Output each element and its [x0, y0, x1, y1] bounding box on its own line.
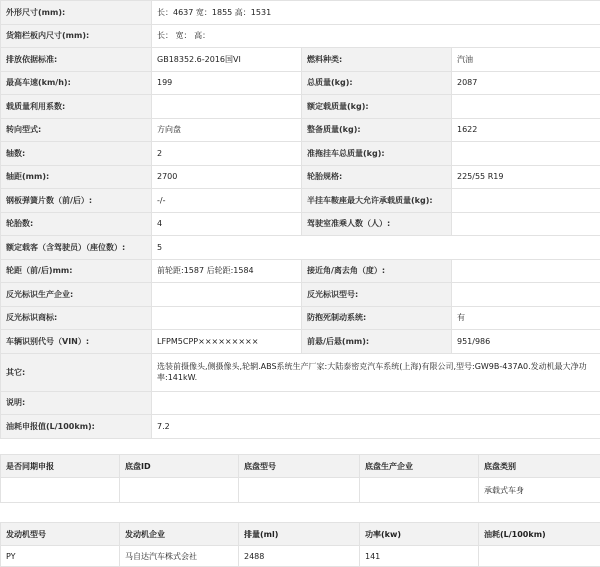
spec-value: 4 — [152, 212, 302, 236]
engine-value-cell: 141 — [360, 546, 479, 567]
spec-row — [1, 165, 600, 189]
spec-row — [1, 415, 600, 439]
spec-row — [1, 236, 600, 260]
chassis-table — [0, 454, 600, 503]
spec-value: 长：4637 宽：1855 高：1531 — [152, 1, 600, 25]
chassis-header-cell: 底盘生产企业 — [360, 455, 479, 478]
spec-label: 防抱死制动系统: — [302, 306, 452, 330]
spec-label: 半挂车鞍座最大允许承载质量(kg): — [302, 189, 452, 213]
spec-value — [452, 142, 600, 166]
engine-table — [0, 522, 600, 567]
chassis-header-cell: 底盘ID — [120, 455, 239, 478]
engine-header-cell: 排量(ml) — [239, 523, 360, 546]
spec-label: 钢板弹簧片数（前/后）: — [1, 189, 152, 213]
spec-row — [1, 391, 600, 415]
spec-label: 其它: — [1, 353, 152, 391]
spec-label: 总质量(kg): — [302, 71, 452, 95]
spec-row — [1, 353, 600, 391]
spec-value — [152, 283, 302, 307]
spec-row — [1, 118, 600, 142]
spec-label: 反光标识生产企业: — [1, 283, 152, 307]
spec-value: 选装前摄像头,侧摄像头,轮辋.ABS系统生产厂家:大陆泰密克汽车系统(上海)有限公司,型号:GW9B-437A0.发动机最大净功率:141kW. — [152, 353, 600, 391]
spec-label: 反光标识型号: — [302, 283, 452, 307]
spec-value: 有 — [452, 306, 600, 330]
spec-row — [1, 71, 600, 95]
spec-row — [1, 212, 600, 236]
spec-label: 额定载客（含驾驶员）（座位数）: — [1, 236, 152, 260]
spec-value — [452, 189, 600, 213]
chassis-header-cell: 是否同期申报 — [1, 455, 120, 478]
spec-value: 951/986 — [452, 330, 600, 354]
spec-row — [1, 283, 600, 307]
chassis-value-cell — [120, 478, 239, 503]
spec-value: GB18352.6-2016国VI — [152, 48, 302, 72]
spec-label: 轮胎数: — [1, 212, 152, 236]
spec-label: 接近角/离去角（度）: — [302, 259, 452, 283]
spec-label: 反光标识商标: — [1, 306, 152, 330]
spec-label: 准拖挂车总质量(kg): — [302, 142, 452, 166]
chassis-value-cell — [360, 478, 479, 503]
engine-value-cell: 马自达汽车株式会社 — [120, 546, 239, 567]
spec-row — [1, 306, 600, 330]
spec-label: 前悬/后悬(mm): — [302, 330, 452, 354]
spec-value — [452, 283, 600, 307]
chassis-value-cell — [1, 478, 120, 503]
spec-label: 燃料种类: — [302, 48, 452, 72]
spec-label: 排放依据标准: — [1, 48, 152, 72]
spec-value — [452, 212, 600, 236]
spec-value: 225/55 R19 — [452, 165, 600, 189]
chassis-value-row — [1, 478, 600, 503]
chassis-value-cell: 承载式车身 — [479, 478, 600, 503]
spec-row — [1, 24, 600, 48]
spec-label: 最高车速(km/h): — [1, 71, 152, 95]
spec-row — [1, 189, 600, 213]
spec-value: LFPM5CPP××××××××× — [152, 330, 302, 354]
chassis-header-row — [1, 455, 600, 478]
spec-row — [1, 142, 600, 166]
spec-label: 载质量利用系数: — [1, 95, 152, 119]
spec-value: -/- — [152, 189, 302, 213]
spec-label: 轮距（前/后)mm: — [1, 259, 152, 283]
spec-row — [1, 95, 600, 119]
spec-label: 驾驶室准乘人数（人）: — [302, 212, 452, 236]
engine-header-cell: 发动机型号 — [1, 523, 120, 546]
spec-value: 7.2 — [152, 415, 600, 439]
spec-label: 轴距(mm): — [1, 165, 152, 189]
spec-value: 2087 — [452, 71, 600, 95]
engine-header-row — [1, 523, 600, 546]
spec-value — [452, 95, 600, 119]
spec-value: 长： 宽： 高： — [152, 24, 600, 48]
spec-value: 汽油 — [452, 48, 600, 72]
spec-value — [152, 391, 600, 415]
spec-label: 额定载质量(kg): — [302, 95, 452, 119]
chassis-value-cell — [239, 478, 360, 503]
engine-value-cell — [479, 546, 600, 567]
spec-value: 前轮距:1587 后轮距:1584 — [152, 259, 302, 283]
spec-label: 说明: — [1, 391, 152, 415]
spec-value: 5 — [152, 236, 600, 260]
spec-value: 2700 — [152, 165, 302, 189]
spec-label: 外形尺寸(mm): — [1, 1, 152, 25]
spec-row — [1, 48, 600, 72]
spec-value: 1622 — [452, 118, 600, 142]
spec-label: 货箱栏板内尺寸(mm): — [1, 24, 152, 48]
spec-value — [452, 259, 600, 283]
engine-header-cell: 功率(kw) — [360, 523, 479, 546]
engine-header-cell: 发动机企业 — [120, 523, 239, 546]
spec-value: 2 — [152, 142, 302, 166]
spec-label: 整备质量(kg): — [302, 118, 452, 142]
engine-value-cell: PY — [1, 546, 120, 567]
engine-header-cell: 油耗(L/100km) — [479, 523, 600, 546]
spec-label: 车辆识别代号（VIN）: — [1, 330, 152, 354]
spec-value — [152, 306, 302, 330]
spec-label: 转向型式: — [1, 118, 152, 142]
chassis-header-cell: 底盘型号 — [239, 455, 360, 478]
spec-label: 轴数: — [1, 142, 152, 166]
spec-value: 199 — [152, 71, 302, 95]
engine-value-cell: 2488 — [239, 546, 360, 567]
spec-label: 轮胎规格: — [302, 165, 452, 189]
spec-row — [1, 330, 600, 354]
chassis-header-cell: 底盘类别 — [479, 455, 600, 478]
spec-value — [152, 95, 302, 119]
spec-row — [1, 259, 600, 283]
spec-row — [1, 1, 600, 25]
engine-value-row — [1, 546, 600, 567]
spec-label: 油耗申报值(L/100km): — [1, 415, 152, 439]
spec-value: 方向盘 — [152, 118, 302, 142]
